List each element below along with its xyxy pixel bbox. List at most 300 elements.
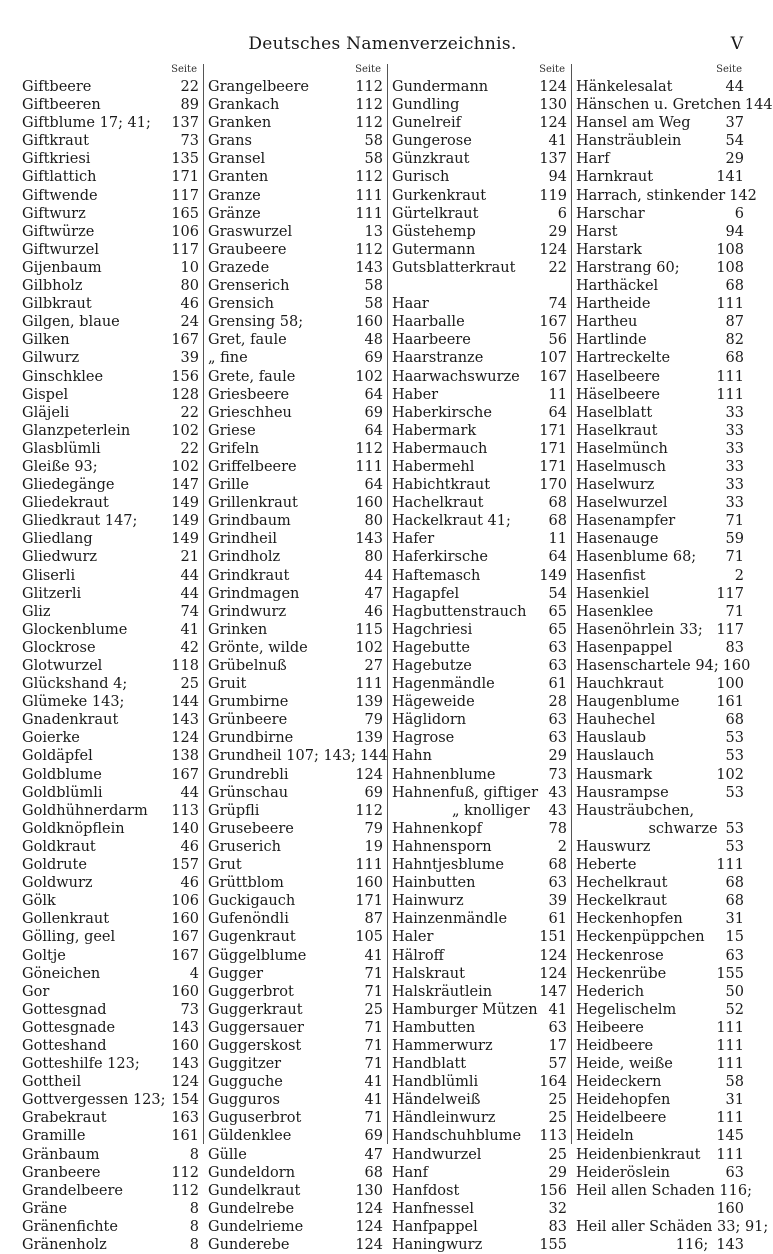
index-entry: [22, 784, 199, 802]
index-entry: [392, 476, 567, 494]
entry-term: Grindmagen: [208, 585, 300, 602]
index-entry: [208, 223, 383, 241]
index-entry: [22, 856, 199, 874]
entry-page: 171: [539, 440, 567, 457]
index-entry: [576, 150, 744, 168]
index-entry: [22, 910, 199, 928]
entry-page: 155: [539, 1237, 567, 1253]
index-entry: [22, 675, 199, 693]
entry-page: 22: [180, 404, 199, 421]
entry-term: Goldhühnerdarm: [22, 802, 148, 819]
entry-term: Gundelrieme: [208, 1218, 304, 1235]
entry-page: 147: [539, 983, 567, 1000]
entry-term: Griesbeere: [208, 386, 290, 403]
entry-term: Gölk: [22, 893, 56, 910]
index-entry: [392, 349, 567, 367]
entry-page: 111: [716, 857, 744, 874]
entry-page: 80: [364, 513, 383, 530]
entry-term: Heckenrose: [576, 947, 664, 964]
index-entry: [392, 729, 567, 747]
entry-page: 53: [725, 820, 744, 837]
index-entry: [208, 802, 383, 820]
entry-page: 74: [548, 296, 567, 313]
entry-page: 71: [725, 549, 744, 566]
index-entry: [576, 585, 744, 603]
entry-page: 46: [180, 296, 199, 313]
entry-term: Gundelkraut: [208, 1182, 301, 1199]
entry-page: 117: [716, 621, 744, 638]
entry-term: Giftblume 17; 41;: [22, 115, 151, 132]
entry-page: 44: [180, 585, 199, 602]
entry-term: Grifeln: [208, 440, 260, 457]
index-entry: [576, 458, 744, 476]
entry-page: 58: [364, 151, 383, 168]
entry-term: Gotteshilfe 123;: [22, 1056, 140, 1073]
entry-page: 47: [364, 1146, 383, 1163]
index-entry: [22, 386, 199, 404]
entry-page: 58: [364, 296, 383, 313]
entry-page: 71: [364, 1019, 383, 1036]
entry-page: 102: [171, 458, 199, 475]
entry-term: Hagebutte: [392, 639, 471, 656]
index-entry: [392, 747, 567, 765]
entry-page: 144: [744, 97, 773, 114]
entry-term: Hansel am Weg: [576, 115, 691, 132]
index-entry: [392, 1001, 567, 1019]
index-entry: [576, 548, 744, 566]
index-entry: [22, 295, 199, 313]
index-entry: [392, 530, 567, 548]
entry-page: 50: [725, 983, 744, 1000]
entry-term: Hahnenfuß, giftiger: [392, 784, 539, 801]
entry-term: Grazede: [208, 259, 270, 276]
entry-term: Gilbholz: [22, 278, 83, 295]
entry-page: 111: [716, 1037, 744, 1054]
entry-page: 149: [539, 567, 567, 584]
index-entry: [208, 892, 383, 910]
entry-term: Giftbeere: [22, 79, 92, 95]
index-entry: [576, 1200, 744, 1218]
index-entry: [22, 1091, 199, 1109]
entry-term: Hagrose: [392, 730, 455, 747]
entry-page: 43: [548, 802, 567, 819]
entry-term: Hederich: [576, 983, 645, 1000]
entry-page: 102: [355, 368, 383, 385]
entry-page: 111: [716, 296, 744, 313]
entry-page: 25: [180, 676, 199, 693]
entry-term: Guguserbrot: [208, 1110, 302, 1127]
entry-page: 64: [364, 477, 383, 494]
entry-page: 112: [355, 169, 383, 186]
index-entry: [576, 1037, 744, 1055]
entry-term: Halskraut: [392, 965, 465, 982]
entry-term: Haningwurz: [392, 1237, 483, 1253]
index-entry: [22, 1037, 199, 1055]
entry-page: 167: [539, 314, 567, 331]
entry-term: Günzkraut: [392, 151, 470, 168]
index-column-2: [208, 64, 388, 1253]
entry-term: Hagapfel: [392, 585, 460, 602]
entry-term: Habermauch: [392, 440, 488, 457]
entry-term: Handschuhblume: [392, 1128, 522, 1145]
entry-term: Giftbeeren: [22, 97, 101, 114]
entry-page: 13: [364, 223, 383, 240]
entry-page: 6: [557, 205, 567, 222]
index-entry: [22, 1127, 199, 1145]
entry-term: 116;: [675, 1237, 709, 1253]
index-entry: [208, 910, 383, 928]
entry-term: Heckenpüppchen: [576, 929, 705, 946]
entry-term: Hanf: [392, 1164, 428, 1181]
index-entry: [208, 494, 383, 512]
entry-page: [752, 1182, 756, 1200]
entry-page: 115: [355, 621, 383, 638]
index-entry: [576, 1146, 744, 1164]
index-entry: [22, 874, 199, 892]
index-entry: [392, 965, 567, 983]
entry-term: Hausträubchen,: [576, 802, 695, 819]
entry-term: Gnadenkraut: [22, 712, 119, 729]
entry-term: Grübelnuß: [208, 658, 287, 674]
entry-term: Handblümli: [392, 1074, 479, 1091]
entry-term: Hasenampfer: [576, 513, 676, 530]
entry-page: 71: [364, 965, 383, 982]
entry-term: Glitzerli: [22, 585, 82, 602]
entry-term: Gutsblatterkraut: [392, 259, 516, 276]
index-entry: [208, 458, 383, 476]
entry-term: Halskräutlein: [392, 983, 493, 1000]
entry-page: 33: [725, 458, 744, 475]
entry-page: 78: [548, 820, 567, 837]
index-entry: [22, 693, 199, 711]
entry-term: Glasblümli: [22, 440, 101, 457]
index-entry: [392, 983, 567, 1001]
index-entry: [22, 241, 199, 259]
index-entry: [208, 1146, 383, 1164]
index-entry: [208, 1164, 383, 1182]
index-entry: [22, 114, 199, 132]
entry-page: 149: [171, 531, 199, 548]
index-entry: [576, 892, 744, 910]
entry-page: 69: [364, 350, 383, 367]
entry-page: 160: [355, 314, 383, 331]
entry-page: 142: [729, 187, 757, 204]
entry-page: 145: [716, 1128, 744, 1145]
entry-page: 102: [355, 639, 383, 656]
index-entry: [22, 947, 199, 965]
index-entry: [392, 856, 567, 874]
entry-page: 156: [539, 1182, 567, 1199]
index-entry: [392, 114, 567, 132]
index-entry: [208, 277, 383, 295]
entry-page: 22: [548, 259, 567, 276]
entry-page: 117: [716, 585, 744, 602]
entry-page: 171: [539, 422, 567, 439]
index-entry: [22, 983, 199, 1001]
entry-term: Haselwurzel: [576, 495, 668, 512]
index-entry: [576, 675, 744, 693]
entry-term: Hahn: [392, 748, 432, 765]
index-entry: [576, 96, 773, 114]
index-entry: [208, 1001, 383, 1019]
entry-term: Haselmünch: [576, 440, 668, 457]
entry-term: Güldenklee: [208, 1128, 292, 1145]
entry-term: Grenserich: [208, 278, 290, 295]
index-entry: [208, 96, 383, 114]
index-entry: [576, 1182, 752, 1200]
index-entry: [576, 440, 744, 458]
entry-page: 24: [180, 314, 199, 331]
entry-term: Harstrang 60;: [576, 259, 680, 276]
entry-page: 42: [180, 639, 199, 656]
entry-term: Gliserli: [22, 567, 76, 584]
entry-page: 27: [364, 658, 383, 674]
entry-page: 63: [548, 658, 567, 674]
entry-page: 68: [548, 513, 567, 530]
index-entry: [22, 512, 199, 530]
entry-page: 138: [171, 748, 199, 765]
index-entry: [208, 856, 383, 874]
entry-page: 29: [548, 1164, 567, 1181]
entry-term: Haar: [392, 296, 429, 313]
index-entry: [208, 747, 388, 765]
entry-term: Gurisch: [392, 169, 450, 186]
entry-page: 149: [171, 513, 199, 530]
entry-page: 73: [180, 1001, 199, 1018]
entry-term: Hahnenblume: [392, 766, 496, 783]
index-entry: [576, 657, 751, 675]
entry-page: 73: [180, 133, 199, 150]
entry-term: Haselkraut: [576, 422, 658, 439]
entry-page: [740, 802, 744, 820]
entry-term: Gugenkraut: [208, 929, 296, 946]
entry-term: Haarstranze: [392, 350, 484, 367]
index-entry: [208, 603, 383, 621]
entry-term: Hammerwurz: [392, 1037, 493, 1054]
entry-term: Gilken: [22, 332, 70, 349]
index-entry: [392, 1055, 567, 1073]
entry-term: Gotteshand: [22, 1037, 107, 1054]
index-entry: [392, 1200, 567, 1218]
entry-term: Glanzpeterlein: [22, 422, 131, 439]
entry-page: 124: [355, 766, 383, 783]
entry-page: 53: [725, 838, 744, 855]
entry-term: Grinken: [208, 621, 268, 638]
entry-page: 111: [716, 1019, 744, 1036]
entry-page: 56: [548, 332, 567, 349]
entry-term: Grille: [208, 477, 250, 494]
entry-term: Hartlinde: [576, 332, 647, 349]
index-entry: [392, 838, 567, 856]
entry-term: Gunelreif: [392, 115, 461, 132]
entry-page: 113: [171, 802, 199, 819]
entry-page: 89: [180, 97, 199, 114]
entry-term: Heidehopfen: [576, 1092, 671, 1109]
entry-term: Gugguche: [208, 1074, 283, 1091]
entry-term: Haftemasch: [392, 567, 481, 584]
index-entry: [208, 983, 383, 1001]
entry-page: 143: [716, 1237, 744, 1253]
entry-term: Gottvergessen 123;: [22, 1092, 166, 1109]
entry-page: 68: [364, 1164, 383, 1181]
entry-term: Glockenblume: [22, 621, 128, 638]
entry-term: Gijenbaum: [22, 259, 102, 276]
entry-term: „ knolliger: [452, 802, 530, 819]
entry-term: Gurkenkraut: [392, 187, 487, 204]
index-entry: [576, 621, 744, 639]
entry-term: Hartreckelte: [576, 350, 671, 367]
index-entry: [576, 820, 744, 838]
entry-term: Haber: [392, 386, 439, 403]
entry-page: 111: [355, 205, 383, 222]
index-entry: [576, 168, 744, 186]
entry-term: Haselwurz: [576, 477, 655, 494]
entry-term: Harthäckel: [576, 278, 659, 295]
entry-page: 25: [364, 1001, 383, 1018]
index-entry: [576, 386, 744, 404]
entry-term: Grandelbeere: [22, 1182, 123, 1199]
index-entry: [208, 386, 383, 404]
entry-term: Gruit: [208, 676, 247, 693]
entry-page: 71: [725, 513, 744, 530]
entry-page: 143: [171, 712, 199, 729]
entry-page: 54: [548, 585, 567, 602]
entry-term: Grankach: [208, 97, 280, 114]
entry-term: Heil allen Schaden 116;: [576, 1182, 752, 1199]
index-entry: [208, 567, 383, 585]
index-entry: [392, 766, 567, 784]
entry-term: Gilgen, blaue: [22, 314, 120, 331]
entry-term: Häglidorn: [392, 712, 467, 729]
entry-page: 52: [725, 1001, 744, 1018]
entry-term: Heide, weiße: [576, 1056, 673, 1073]
entry-term: Guggerskost: [208, 1037, 302, 1054]
entry-term: Heideln: [576, 1128, 634, 1145]
entry-page: 71: [364, 1037, 383, 1054]
index-entry: [576, 187, 757, 205]
entry-page: 33: [725, 440, 744, 457]
entry-page: 111: [716, 368, 744, 385]
entry-term: Glückshand 4;: [22, 676, 128, 693]
entry-term: Graswurzel: [208, 223, 293, 240]
entry-page: 117: [171, 241, 199, 258]
index-entry: [208, 512, 383, 530]
index-entry: [576, 1073, 744, 1091]
entry-term: Gliedkraut 147;: [22, 513, 138, 530]
entry-page: 58: [725, 1074, 744, 1091]
entry-term: Gundling: [392, 97, 460, 114]
index-entry: [392, 1091, 567, 1109]
entry-term: Hartheide: [576, 296, 651, 313]
entry-page: 111: [355, 458, 383, 475]
entry-page: 48: [364, 332, 383, 349]
index-entry: [576, 729, 744, 747]
index-entry: [392, 512, 567, 530]
entry-term: Haselmusch: [576, 458, 666, 475]
entry-term: Hainbutten: [392, 875, 476, 892]
entry-page: 68: [548, 495, 567, 512]
entry-term: Hagchriesi: [392, 621, 473, 638]
index-entry: [208, 241, 383, 259]
index-entry: [392, 802, 567, 820]
entry-term: Grundrebli: [208, 766, 289, 783]
entry-term: Graubeere: [208, 241, 287, 258]
entry-term: Gunderebe: [208, 1237, 290, 1253]
index-entry: [576, 856, 744, 874]
entry-term: Haugenblume: [576, 694, 680, 711]
index-entry: [208, 187, 383, 205]
entry-page: 160: [171, 983, 199, 1000]
entry-page: 47: [364, 585, 383, 602]
entry-page: 128: [171, 386, 199, 403]
entry-term: Häselbeere: [576, 386, 660, 403]
index-entry: [22, 603, 199, 621]
index-entry: [576, 947, 744, 965]
index-entry: [22, 928, 199, 946]
page-title: Deutsches Namenverzeichnis.: [248, 34, 517, 54]
entry-page: 25: [548, 1110, 567, 1127]
entry-term: Hainwurz: [392, 893, 464, 910]
entry-page: 171: [355, 893, 383, 910]
index-entry: [22, 621, 199, 639]
entry-page: 112: [355, 115, 383, 132]
entry-page: 71: [364, 1056, 383, 1073]
entry-term: Gramille: [22, 1128, 86, 1145]
entry-term: Goldäpfel: [22, 748, 93, 765]
index-entry: [22, 187, 199, 205]
entry-term: Gransel: [208, 151, 266, 168]
entry-page: 171: [171, 169, 199, 186]
index-entry: [392, 711, 567, 729]
entry-term: Hechelkraut: [576, 875, 668, 892]
index-entry: [392, 693, 567, 711]
entry-page: 80: [180, 278, 199, 295]
entry-page: 80: [364, 549, 383, 566]
index-entry: [22, 223, 199, 241]
entry-page: 19: [364, 838, 383, 855]
index-entry: [22, 404, 199, 422]
seite-label: Seite: [171, 64, 197, 75]
entry-page: 94: [725, 223, 744, 240]
entry-term: Gundelrebe: [208, 1200, 295, 1217]
index-entry: [22, 150, 199, 168]
entry-term: Händelweiß: [392, 1092, 481, 1109]
entry-term: Gottesgnade: [22, 1019, 116, 1036]
entry-term: Grüpfli: [208, 802, 260, 819]
index-entry: [392, 1019, 567, 1037]
index-entry: [22, 205, 199, 223]
entry-page: 53: [725, 784, 744, 801]
index-entry: [208, 838, 383, 856]
index-entry: [22, 747, 199, 765]
entry-term: Harst: [576, 223, 618, 240]
entry-term: Gränenholz: [22, 1237, 107, 1253]
index-entry: [392, 892, 567, 910]
entry-term: Haarbeere: [392, 332, 471, 349]
index-entry: [208, 675, 383, 693]
index-entry: [208, 1073, 383, 1091]
entry-term: Gränze: [208, 205, 261, 222]
index-entry: [208, 331, 383, 349]
entry-page: 124: [171, 1074, 199, 1091]
entry-term: Giftlattich: [22, 169, 97, 186]
entry-term: Hasenpappel: [576, 639, 673, 656]
entry-page: 54: [725, 133, 744, 150]
index-entry: [208, 440, 383, 458]
index-entry: [22, 892, 199, 910]
entry-term: Heckenrübe: [576, 965, 667, 982]
entry-term: Gret, faule: [208, 332, 287, 349]
